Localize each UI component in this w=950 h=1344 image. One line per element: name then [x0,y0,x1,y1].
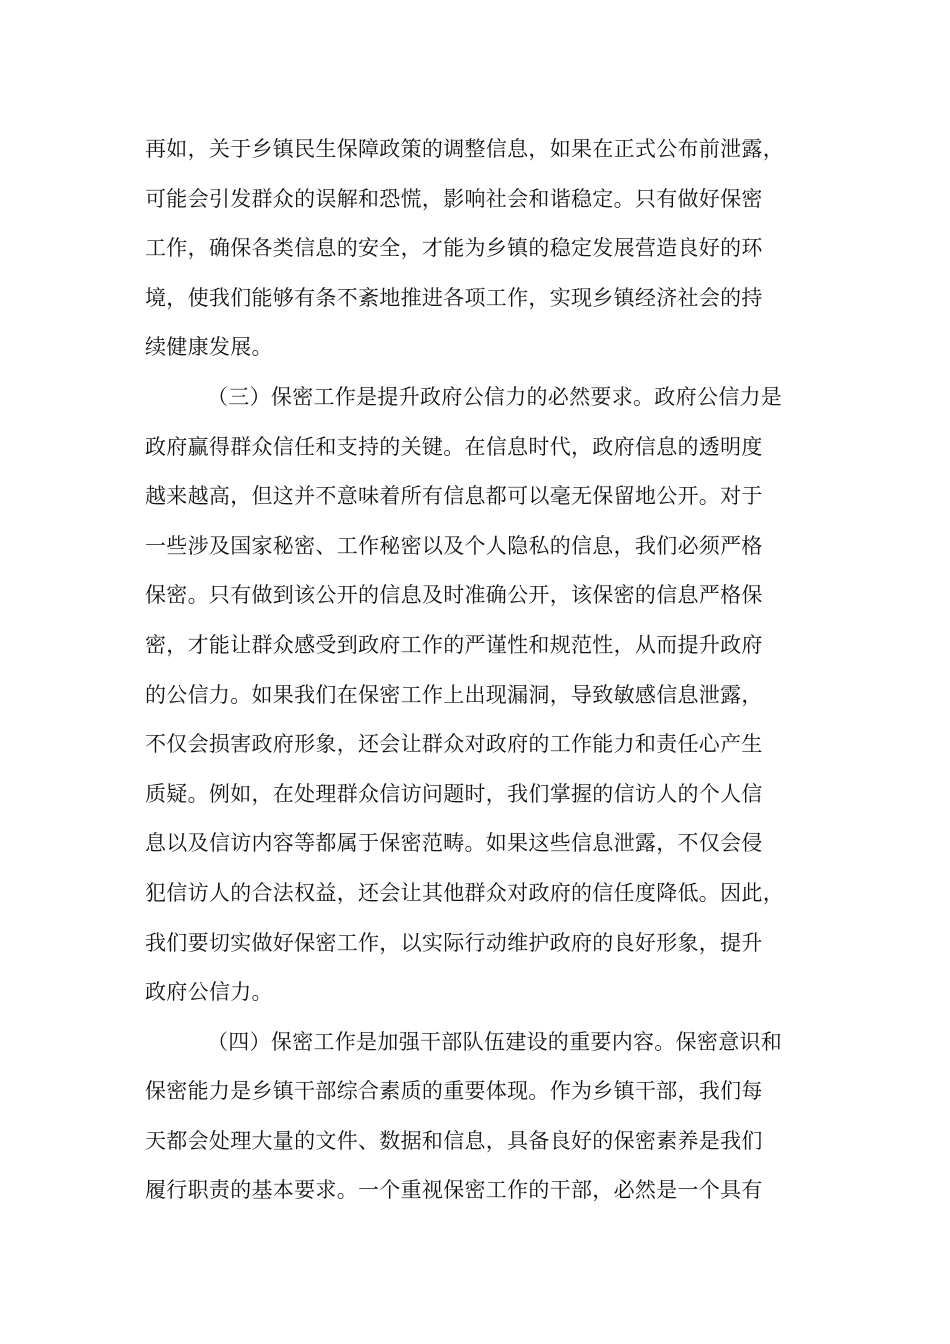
paragraph-line: 工作，确保各类信息的安全，才能为乡镇的稳定发展营造良好的环 [145,236,763,261]
paragraph-line: 境，使我们能够有条不紊地推进各项工作，实现乡镇经济社会的持 [145,285,763,310]
paragraph-line: 我们要切实做好保密工作，以实际行动维护政府的良好形象，提升 [145,930,763,955]
paragraph-line: 越来越高，但这并不意味着所有信息都可以毫无保留地公开。对于 [145,484,763,509]
paragraph-line: 保密。只有做到该公开的信息及时准确公开，该保密的信息严格保 [145,583,763,608]
paragraph-line: 续健康发展。 [145,335,273,360]
paragraph-line: 政府赢得群众信任和支持的关键。在信息时代，政府信息的透明度 [145,434,763,459]
paragraph-line: 息以及信访内容等都属于保密范畴。如果这些信息泄露，不仅会侵 [145,831,763,856]
paragraph-line: 履行职责的基本要求。一个重视保密工作的干部，必然是一个具有 [145,1178,763,1203]
paragraph-line: 质疑。例如，在处理群众信访问题时，我们掌握的信访人的个人信 [145,781,763,806]
paragraph-line: 保密能力是乡镇干部综合素质的重要体现。作为乡镇干部，我们每 [145,1079,763,1104]
paragraph-line: 不仅会损害政府形象，还会让群众对政府的工作能力和责任心产生 [145,732,763,757]
paragraph-line: 一些涉及国家秘密、工作秘密以及个人隐私的信息，我们必须严格 [145,533,763,558]
paragraph-line: 再如，关于乡镇民生保障政策的调整信息，如果在正式公布前泄露， [145,137,784,161]
paragraph-line: 天都会处理大量的文件、数据和信息，具备良好的保密素养是我们 [145,1128,763,1153]
document-body [145,129,835,1220]
section-4-heading-line: （四）保密工作是加强干部队伍建设的重要内容。保密意识和 [207,1029,783,1054]
paragraph-line: 密，才能让群众感受到政府工作的严谨性和规范性，从而提升政府 [145,632,763,657]
paragraph-line: 的公信力。如果我们在保密工作上出现漏洞，导致敏感信息泄露， [145,682,763,707]
section-3-heading-line: （三）保密工作是提升政府公信力的必然要求。政府公信力是 [207,384,783,409]
paragraph-line: 犯信访人的合法权益，还会让其他群众对政府的信任度降低。因此， [145,880,784,905]
paragraph-line: 政府公信力。 [145,980,273,1005]
paragraph-line: 可能会引发群众的误解和恐慌，影响社会和谐稳定。只有做好保密 [145,186,763,211]
